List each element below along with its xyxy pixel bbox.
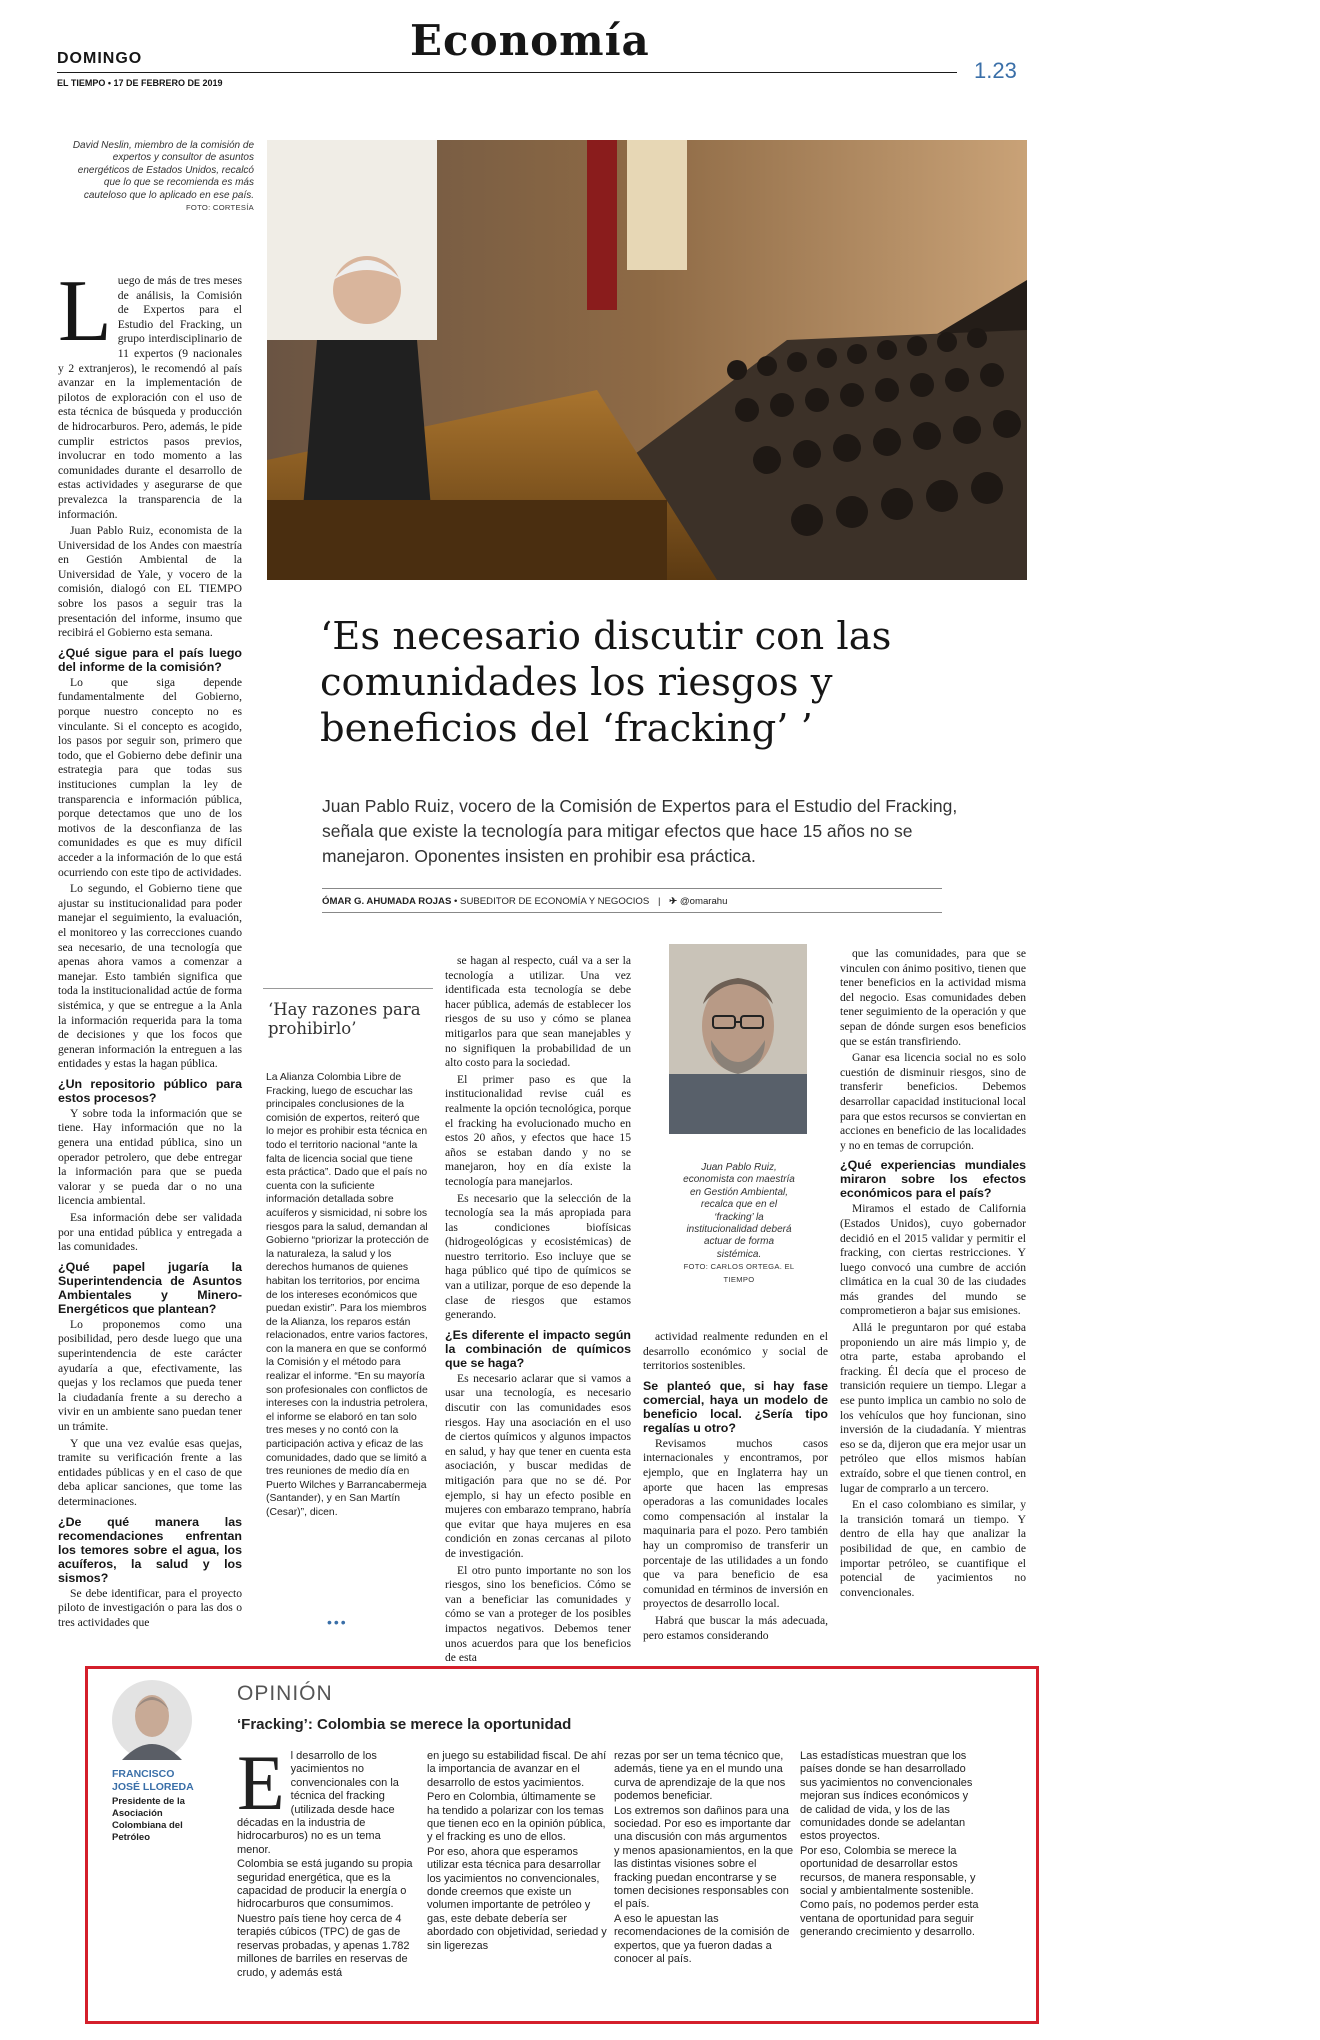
article-paragraph: Esa información debe ser validada por una entidad pública y entregada a las comunidades.	[58, 1211, 242, 1254]
article-paragraph: En el caso colombiano es similar, y la transición tomará un tiempo. Y dentro de ella hay que analizar la posibilidad de que, en cambio de importar petróleo, se cuantifique el potencial de yacimientos no convencionales.	[840, 1498, 1026, 1599]
article-paragraph: Lo proponemos como una posibilidad, pero desde luego que una superintendencia de este carácter ayudaría a que, efectivamente, las quejas y los reclamos que pueda tener la ciudadanía frente a su derecho a vivir en un ambiente sano puedan tener un trámite.	[58, 1317, 242, 1433]
question-heading: ¿De qué manera las recomendaciones enfrentan los temores sobre el agua, los acuíferos, la salud y los sismos?	[58, 1514, 242, 1585]
article-paragraph: Es necesario que la selección de la tecnología sea la más apropiada para las condiciones biofísicas (hidrogeológicas y ecosistémicas) de nuestro territorio. Eso incluye que se haga público qué tipo de químicos se van a utilizar, porque de eso depende la clase de riesgos que estamos generando.	[445, 1191, 631, 1322]
opinion-paragraph: Por eso, ahora que esperamos utilizar esta técnica para desarrollar los yacimientos no convencionales, donde creemos que existe un volumen importante de petróleo y gas, este debate debería ser abordado con objetividad, seriedad y sin ligerezas	[427, 1845, 607, 1952]
question-heading: ¿Es diferente el impacto según la combinación de químicos que se haga?	[445, 1327, 631, 1370]
question-heading: ¿Qué papel jugaría la Superintendencia de Asuntos Ambientales y Minero-Energéticos que plantean?	[58, 1259, 242, 1316]
byline-role: SUBEDITOR DE ECONOMÍA Y NEGOCIOS	[460, 896, 650, 907]
question-heading: Se planteó que, si hay fase comercial, haya un modelo de beneficio local. ¿Sería tipo regalías u otro?	[643, 1378, 828, 1435]
opinion-paragraph: Colombia se está jugando su propia seguridad energética, que es la capacidad de producir la energía o hidrocarburos que consumimos.	[237, 1858, 413, 1911]
opinion-paragraph: l desarrollo de los yacimientos no convencionales con la técnica del fracking (utilizada desde hace décadas en la industria de hidrocarburos) no es un tema menor.	[237, 1750, 399, 1856]
opinion-col-4	[800, 1750, 980, 2006]
question-heading: ¿Qué sigue para el país luego del informe de la comisión?	[58, 645, 242, 674]
portrait-credit: FOTO: CARLOS ORTEGA. EL TIEMPO	[683, 1262, 795, 1284]
question-heading: ¿Un repositorio público para estos procesos?	[58, 1076, 242, 1105]
section-title: Economía	[410, 16, 650, 65]
opinion-paragraph: Los extremos son dañinos para una sociedad. Por eso es importante dar una discusión con más argumentos y menos apasionamientos, en la que las distintas visiones sobre el fracking puedan encontrarse y se tomen decisiones responsables con el país.	[614, 1804, 794, 1911]
article-paragraph: Revisamos muchos casos internacionales y encontramos, por ejemplo, que en Inglaterra hay un aporte que hacen las empresas operadoras a las comunidades locales como compensación al instalar la maquinaria para el pozo. Pero también hay un compromiso de transferir un porcentaje de las utilidades a un fondo que va para beneficio de esa comunidad en términos de inversión en proyectos de desarrollo local.	[643, 1436, 828, 1611]
opinion-dropcap: E	[237, 1739, 285, 1826]
opinion-col-2	[427, 1750, 607, 2006]
question-heading: ¿Qué experiencias mundiales miraron sobre los efectos económicos para el país?	[840, 1158, 1026, 1201]
headline: ‘Es necesario discutir con las comunidades los riesgos y beneficios del ‘fracking’ ’	[320, 614, 892, 751]
opinion-paragraph: rezas por ser un tema técnico que, además, tiene ya en el mundo una curva de aprendizaje de la que nos podemos beneficiar.	[614, 1750, 786, 1803]
opinion-paragraph: Por eso, Colombia se merece la oportunidad de desarrollar estos recursos, de manera responsable, y social y ambientalmente sostenible.	[800, 1844, 976, 1898]
article-paragraph: El primer paso es que la institucionalidad revise cuál es realmente la opción tecnológica, porque el fracking ha evolucionado mucho en estos 20 años, y efectos que hace 15 años se estaban dando y no se manejaron, hoy en día existe la tecnología para manejarlos.	[445, 1072, 631, 1188]
opinion-paragraph: Nuestro país tiene hoy cerca de 4 terapiés cúbicos (TPC) de gas de reservas probadas, y apenas 1.782 millones de barriles en reservas de crudo, y además está	[237, 1912, 410, 1979]
header-rule	[57, 72, 957, 73]
byline-twitter[interactable]: @omarahu	[679, 896, 728, 907]
sidebar-dots: •••	[327, 1614, 348, 1630]
opinion-title: ‘Fracking’: Colombia se merece la oportunidad	[237, 1716, 572, 1733]
article-paragraph: Ganar esa licencia social no es solo cuestión de disminuir riesgos, sino de transferir beneficios. Debemos desarrollar capacidad institucional local para que estos recursos se conviertan en acciones en beneficio de las localidades y no en temas de corrupción.	[840, 1051, 1026, 1152]
author-role: Presidente de la Asociación Colombiana del Petróleo	[112, 1796, 185, 1843]
sidebar-body: La Alianza Colombia Libre de Fracking, luego de escuchar las principales conclusiones de la comisión de expertos, reiteró que lo mejor es prohibir esta técnica en todo el territorio nacional “ante la falta de licencia social que tiene esta práctica”. Dado que el país no cuenta con la suficiente información detallada sobre acuíferos y sismicidad, ni sobre los riesgos para la salud, demandan al Gobierno “priorizar la protección de la naturaleza, la salud y los derechos humanos de quienes habitan los territorios, por encima de los intereses económicos que puedan existir”. Para los miembros de la Alianza, los reparos están relacionados, entre varios factores, con la manera en que se conformó la Comisión y el método para realizar el informe. “En su mayoría son profesionales con conflictos de intereses con la industria petrolera, el informe se elaboró en tan solo tres meses y no contó con la participación activa y eficaz de las comunidades, dado que se limitó a tres reuniones de medio día en Puerto Wilches y Barrancabermeja (Santander), y en San Martín (Cesar)”, dicen.	[266, 1072, 429, 1518]
sidebar-top-rule	[263, 988, 433, 989]
portrait-caption-text: Juan Pablo Ruiz, economista con maestría en Gestión Ambiental, recalca que en el ‘fracking’ la institucionalidad deberá actuar de forma sistémica.	[683, 1162, 795, 1260]
article-col-2	[445, 954, 631, 1665]
opinion-paragraph: Como país, no podemos perder esta ventana de oportunidad para seguir generando crecimiento y desarrollo.	[800, 1899, 979, 1939]
author-avatar	[112, 1680, 192, 1760]
page-number: 1.23	[974, 58, 1017, 83]
paper-date: EL TIEMPO • 17 DE FEBRERO DE 2019	[57, 78, 223, 88]
byline-rule-top	[322, 888, 942, 889]
byline-divider: |	[657, 896, 661, 907]
photo-caption-text: David Neslin, miembro de la comisión de expertos y consultor de asuntos energéticos de Estados Unidos, recalcó que lo que se recomienda es más cauteloso que lo aplicado en ese país.	[72, 140, 254, 201]
opinion-col-1	[237, 1739, 417, 2006]
byline-rule-bottom	[322, 912, 942, 913]
opinion-paragraph: Pero en Colombia, últimamente se ha tendido a polarizar con los temas que tienen eco en la opinión pública, y el fracking es uno de ellos.	[427, 1791, 606, 1844]
article-paragraph: Juan Pablo Ruiz, economista de la Universidad de los Andes con maestría en Gestión Ambiental de la Universidad de Yale, y vocero de la comisión, dialogó con EL TIEMPO sobre los pasos a seguir tras la presentación del informe, insumo que recibirá el Gobierno esta semana.	[58, 524, 242, 640]
opinion-paragraph: en juego su estabilidad fiscal. De ahí la importancia de avanzar en el desarrollo de estos yacimientos.	[427, 1750, 607, 1789]
byline-separator: •	[454, 896, 461, 907]
opinion-label: OPINIÓN	[237, 1682, 333, 1705]
article-paragraph: Es necesario aclarar que si vamos a usar una tecnología, es necesario discutir con las comunidades esos riesgos. Hay una asociación en el uso de ciertos químicos y algunos impactos en salud, y hay que tener en cuenta esta asociación, y buscar medidas de mitigación para que no se dé. Por ejemplo, si hay un efecto posible en mujeres con embarazo temprano, habría que evitar que haya mujeres en esa condición en zonas cercanas al piloto de investigación.	[445, 1371, 631, 1560]
subhead: Juan Pablo Ruiz, vocero de la Comisión de Expertos para el Estudio del Fracking, señala que existe la tecnología para mitigar efectos que hace 15 años no se manejaron. Oponentes insisten en prohibir esa práctica.	[322, 796, 958, 866]
day-label: DOMINGO	[57, 50, 143, 67]
author-name: FRANCISCO JOSÉ LLOREDA	[112, 1768, 194, 1793]
article-paragraph: se hagan al respecto, cuál va a ser la tecnología a utilizar. Una vez identificada esta tecnología se debe hacer pública, además de establecer los riesgos de su uso y cómo se planea mitigarlos para que sean manejables y no signifiquen la probabilidad de un alto costo para la sociedad.	[445, 954, 631, 1070]
article-paragraph: Habrá que buscar la más adecuada, pero estamos considerando	[643, 1613, 828, 1642]
article-paragraph: actividad realmente redunden en el desarrollo económico y social de territorios sostenibles.	[643, 1330, 828, 1373]
opinion-col-3	[614, 1750, 794, 2006]
article-col-4	[840, 947, 1026, 1647]
opinion-paragraph: A eso le apuestan las recomendaciones de la comisión de expertos, que ya fueron dadas a conocer al país.	[614, 1912, 790, 1966]
article-paragraph: Miramos el estado de California (Estados Unidos), cuyo gobernador decidió en el 2015 validar y permitir el fracking, con ciertas restricciones. Y luego convocó una cumbre de acción climática en la cual 30 de las ciudades más grandes del mundo se comprometieron a bajar sus emisiones.	[840, 1202, 1026, 1318]
article-col-1	[58, 263, 242, 1647]
article-paragraph: uego de más de tres meses de análisis, la Comisión de Expertos para el Estudio del Fracking, un grupo interdisciplinario de 11 expertos (9 nacionales y 2 extranjeros), le recomendó al país avanzar en la implementación de pilotos de exploración con el uso de esta técnica de búsqueda y producción de hidrocarburos. Pero, además, le pide cumplir estrictos pasos previos, involucrar en todo momento a las comunidades durante el desarrollo de estas actividades y asegurarse de que prevalezca la transparencia de la información.	[58, 274, 242, 521]
photo-credit: FOTO: CORTESÍA	[185, 203, 254, 213]
photo-caption	[60, 140, 254, 214]
article-paragraph: Allá le preguntaron por qué estaba proponiendo un aire más limpio y, de otra parte, estaba aprobando el fracking. Él decía que el proceso de transición requiere un tiempo. Llegar a ese punto implica un cambio no solo de los vehículos que hoy funcionan, sino inversión de la ciudadanía. Y mientras eso se da, dijeron que era mejor usar un petróleo que ellos mismos habían extraído, sobre el que tienen control, en lugar de comprarlo a un tercero.	[840, 1321, 1026, 1495]
sidebar-title: ‘Hay razones para prohibirlo’	[268, 1000, 421, 1038]
article-paragraph: Lo segundo, el Gobierno tiene que ajustar su institucionalidad para poder manejar el seguimiento, la evaluación, el monitoreo y las correcciones cuando sea necesario, de una tecnología que apenas ahora vamos a comenzar a manejar. Esto también significa que toda la institucionalidad actúe de forma sistémica, y que se entregue a la Anla la información requerida para la toma de decisiones y que los focos que generan información la entreguen a las entidades y estas la hagan pública.	[58, 882, 242, 1071]
main-photo	[267, 140, 1027, 580]
portrait-caption	[682, 1162, 796, 1286]
article-col-3	[643, 1330, 828, 1647]
portrait-photo	[669, 944, 807, 1134]
twitter-icon: ✈	[669, 896, 678, 907]
byline	[322, 896, 727, 907]
article-dropcap: L	[58, 263, 112, 360]
article-paragraph: que las comunidades, para que se vinculen con ánimo positivo, tienen que tener beneficios en la actividad misma del negocio. Esas comunidades deben tener seguimiento de la operación y que sepan de dónde surgen esos beneficios que se están transfiriendo.	[840, 947, 1026, 1048]
article-paragraph: El otro punto importante no son los riesgos, sino los beneficios. Cómo se van a beneficiar las comunidades y cómo se van a proteger de los posibles impactos negativos. Debemos tener unos acuerdos para que los beneficios de esta	[445, 1563, 631, 1665]
opinion-paragraph: Las estadísticas muestran que los países donde se han desarrollado sus yacimientos no convencionales mejoran sus índices económicos y de calidad de vida, y los de las comunidades donde se adelantan estos proyectos.	[800, 1750, 973, 1843]
byline-author: ÓMAR G. AHUMADA ROJAS	[322, 896, 452, 907]
article-paragraph: Lo que siga depende fundamentalmente del Gobierno, porque nuestro concepto no es vinculante. Si el concepto es acogido, los pasos por seguir son, primero que todo, que el Gobierno debe definir una estrategia para que todas sus instituciones cumplan la ley de transparencia e información pública, porque detectamos que uno de los motivos de la desconfianza de las comunidades es que es muy difícil acceder a la información de lo que está ocurriendo con este tipo de actividades.	[58, 675, 242, 879]
article-paragraph: Y que una vez evalúe esas quejas, tramite su verificación frente a las entidades públicas y en el caso de que deba aplicar sanciones, que tome las determinaciones.	[58, 1436, 242, 1508]
article-paragraph: Se debe identificar, para el proyecto piloto de investigación o para las dos o tres actividades que	[58, 1586, 242, 1629]
article-paragraph: Y sobre toda la información que se tiene. Hay información que no la genera una entidad pública, sino un operador petrolero, que debe entregar la información para que se pueda valorar y se pueda dar o no una licencia ambiental.	[58, 1106, 242, 1208]
